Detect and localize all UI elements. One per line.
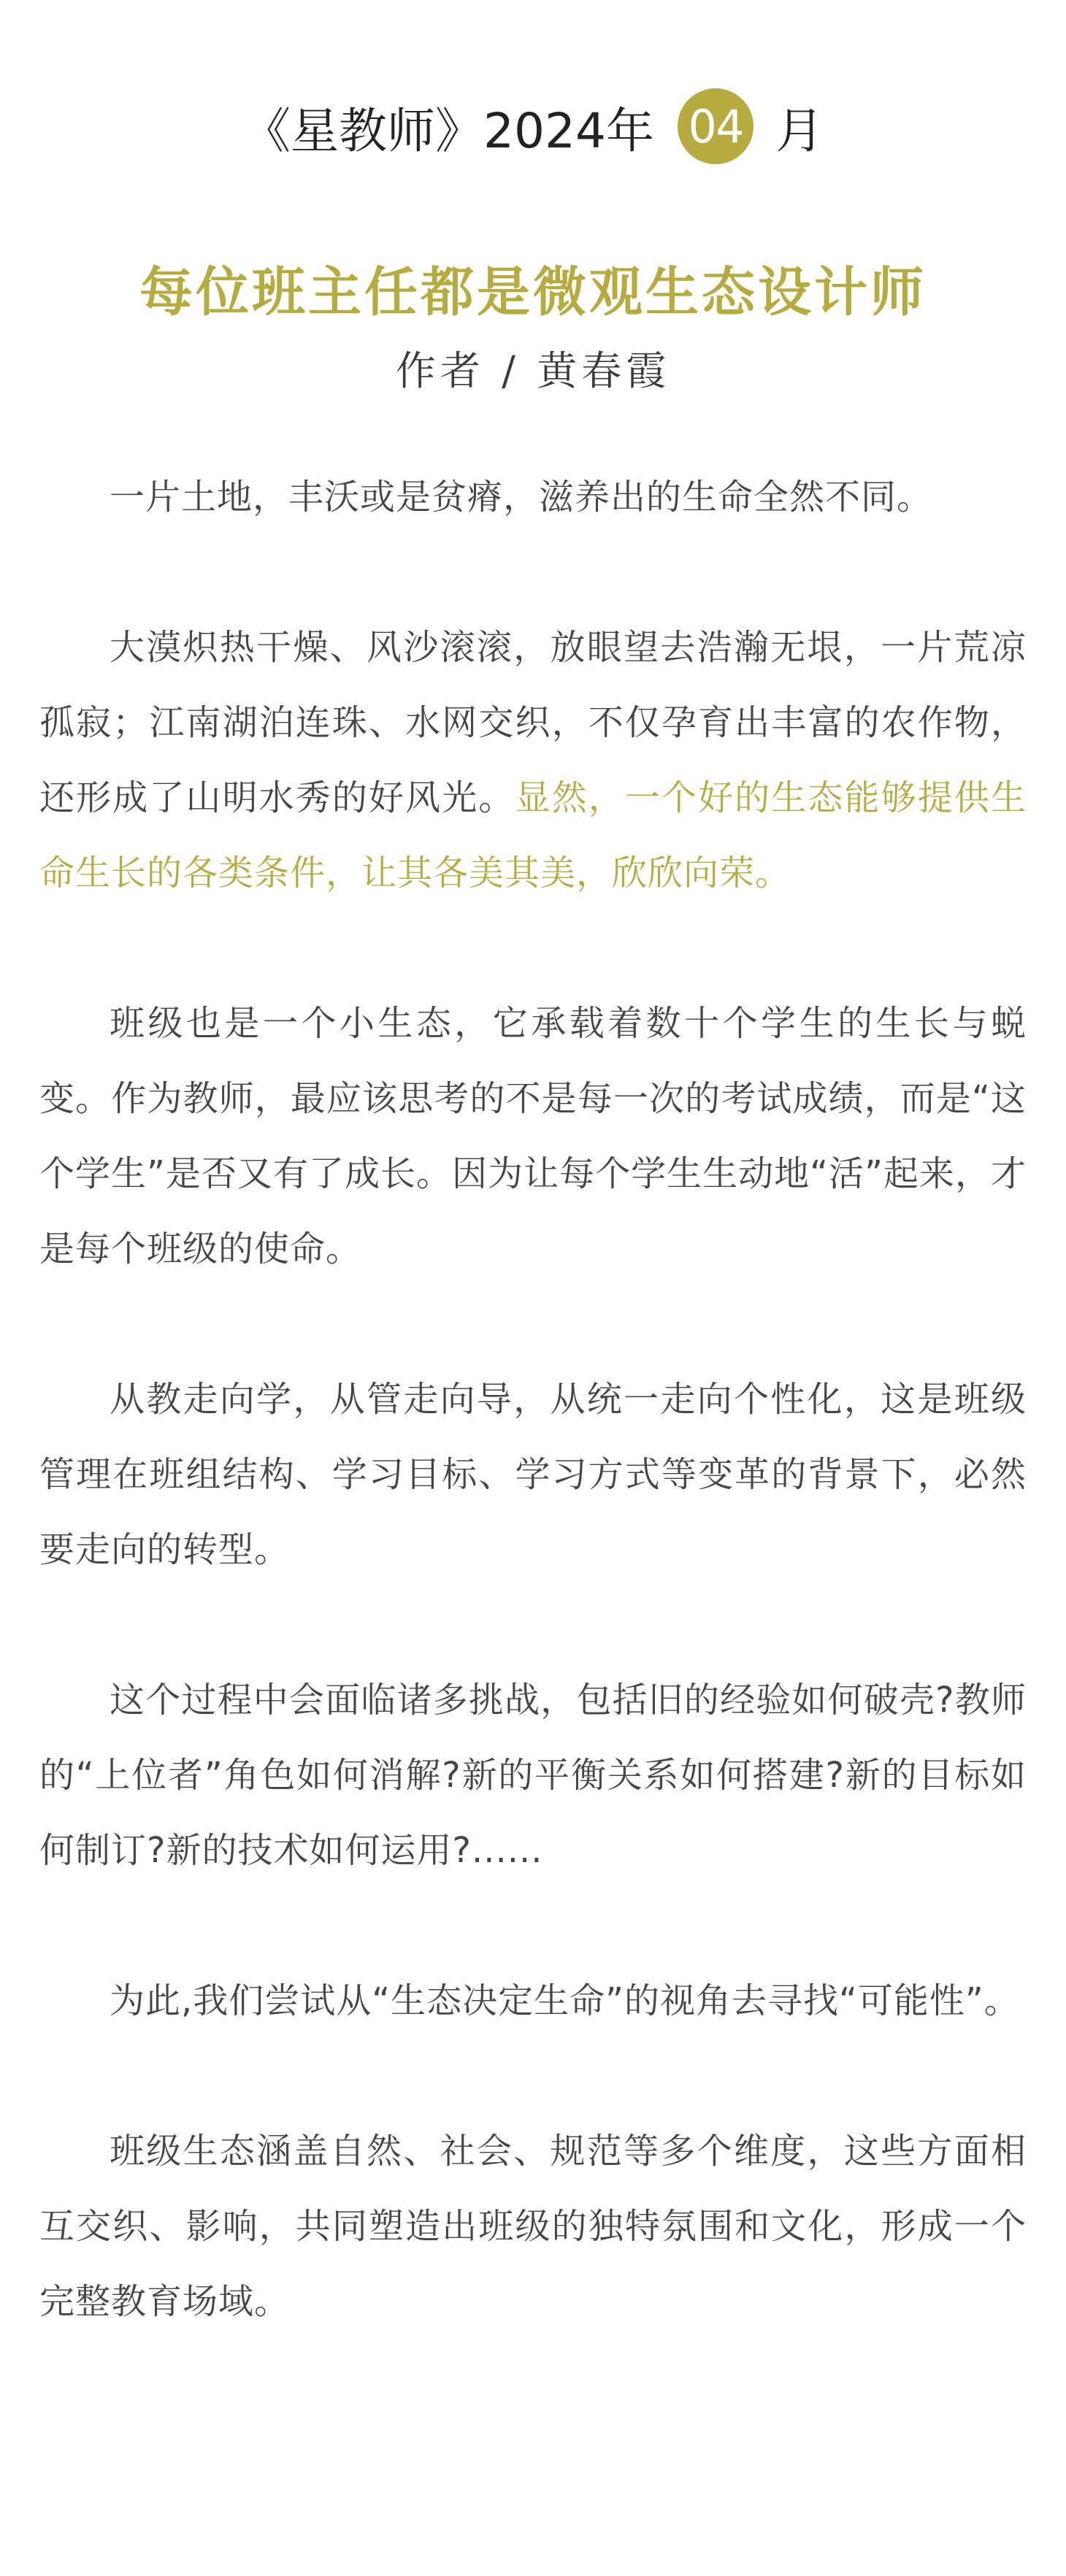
paragraph-5: 这个过程中会面临诸多挑战，包括旧的经验如何破壳?教师的“上位者”角色如何消解?新的平衡关系如何搭建?新的目标如何制订?新的技术如何运用?...... — [39, 1680, 1027, 1871]
paragraph-1: 一片土地，丰沃或是贫瘠，滋养出的生命全然不同。 — [110, 477, 933, 518]
paragraph-spacer — [39, 1888, 1027, 1964]
article-title: 每位班主任都是微观生态设计师 — [139, 261, 927, 323]
paragraph-spacer — [39, 911, 1027, 986]
paragraph-spacer — [39, 1287, 1027, 1362]
article-body — [39, 460, 1027, 2339]
month-label: 月 — [775, 102, 824, 159]
paragraph-spacer — [39, 1588, 1027, 1663]
publication-name: 《星教师》2024年 — [242, 102, 654, 159]
paragraph-2-highlight: 显然，一个好的生态能够提供生命生长的各类条件，让其各美其美，欣欣向荣。 — [39, 777, 1027, 893]
paragraph-2 — [39, 610, 1027, 911]
paragraph-6: 为此,我们尝试从“生态决定生命”的视角去寻找“可能性”。 — [110, 1980, 1020, 2021]
paragraph-4: 从教走向学，从管走向导，从统一走向个性化，这是班级管理在班组结构、学习目标、学习方式等变革的背景下，必然要走向的转型。 — [39, 1379, 1027, 1570]
paragraph-spacer — [39, 535, 1027, 610]
issue-number-badge: 04 — [678, 88, 754, 164]
paragraph-7: 班级生态涵盖自然、社会、规范等多个维度，这些方面相互交织、影响，共同塑造出班级的独特氛围和文化，形成一个完整教育场域。 — [39, 2131, 1027, 2322]
masthead — [0, 86, 1066, 166]
paragraph-spacer — [39, 2039, 1027, 2114]
article-byline: 作者 / 黄春霞 — [395, 347, 671, 394]
paragraph-3: 班级也是一个小生态，它承载着数十个学生的生长与蜕变。作为教师，最应该思考的不是每一次的考试成绩，而是“这个学生”是否又有了成长。因为让每个学生生动地“活”起来，才是每个班级的使命。 — [39, 1003, 1027, 1269]
paragraph-2-text: 大漠炽热干燥、风沙滚滚，放眼望去浩瀚无垠，一片荒凉孤寂；江南湖泊连珠、水网交织，不仅孕育出丰富的农作物，还形成了山明水秀的好风光。 — [39, 627, 1027, 818]
